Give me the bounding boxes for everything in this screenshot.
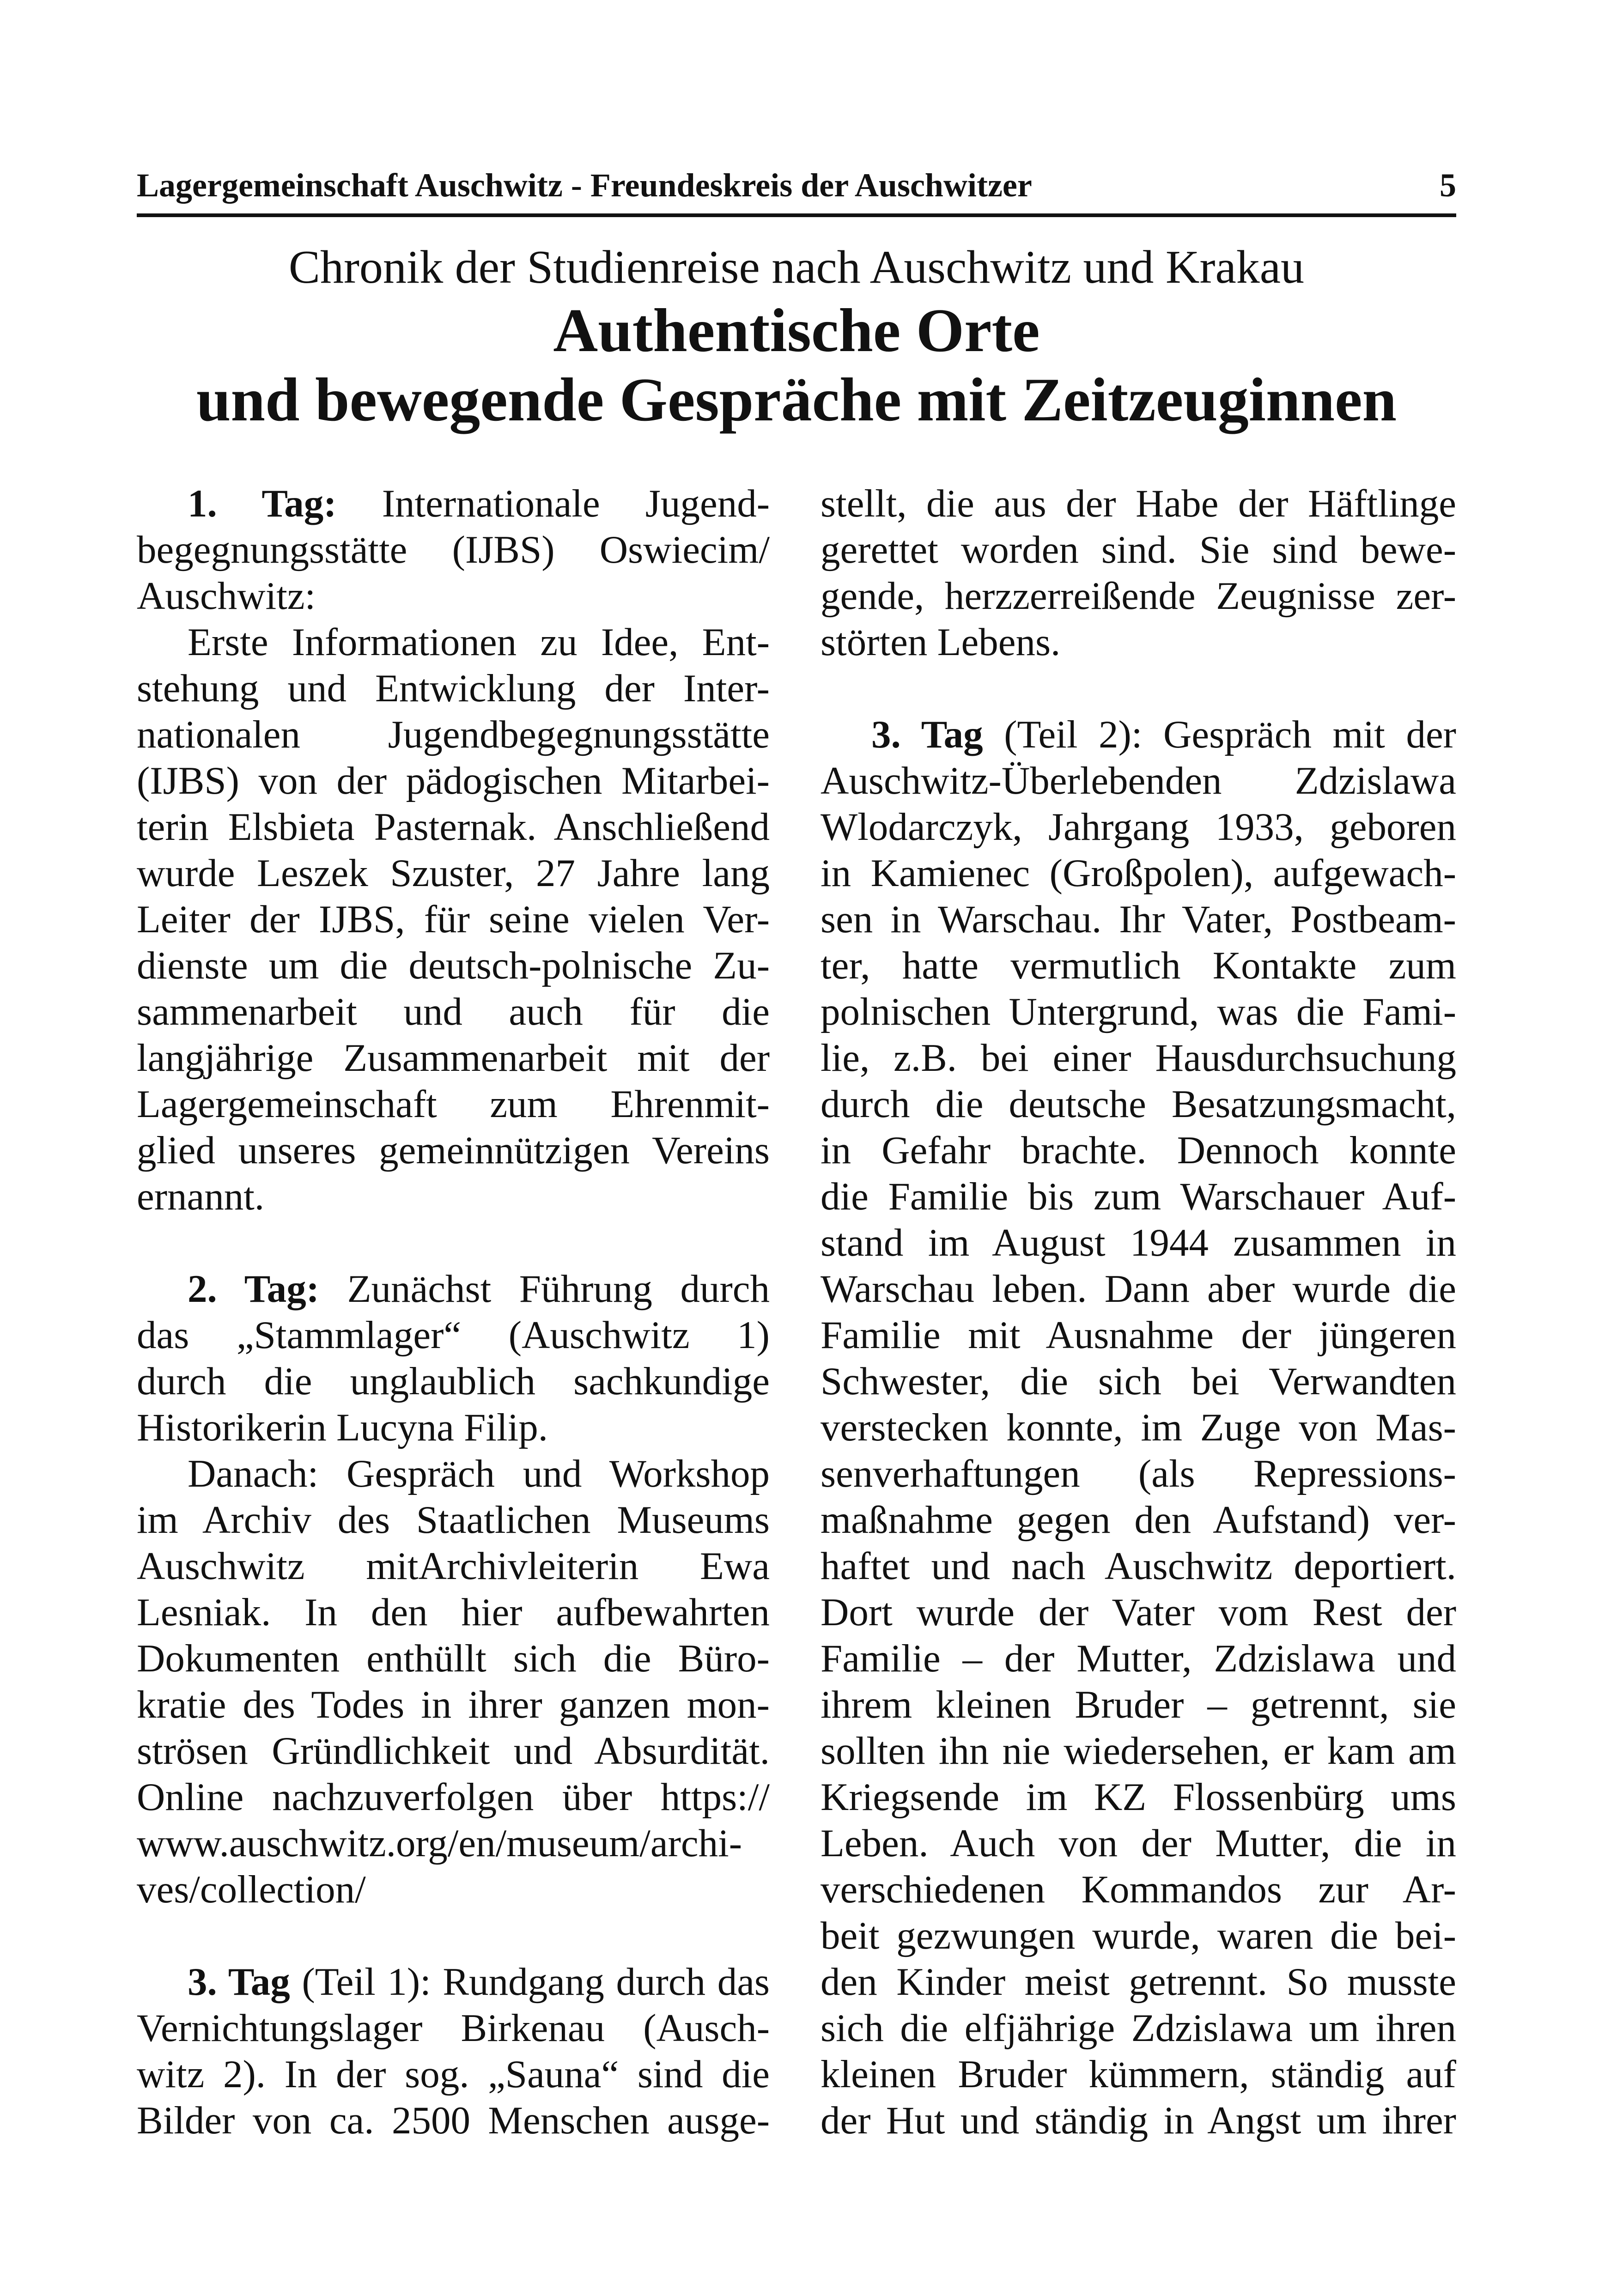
paragraph-gap bbox=[821, 665, 1456, 711]
body-line: 2. Tag: Zunächst Führung durch bbox=[188, 1267, 770, 1311]
article-kicker: Chronik der Studienreise nach Auschwitz und Krakau bbox=[288, 241, 1305, 293]
body-line: senverhaftungen (als Repressions- bbox=[821, 1452, 1456, 1495]
body-line: glied unseres gemeinnützigen Vereins bbox=[137, 1129, 770, 1172]
publication-title: Lagergemeinschaft Auschwitz - Freundeskreis der Auschwitzer bbox=[137, 167, 1032, 204]
body-line: nationalen Jugendbegegnungsstätte bbox=[137, 713, 770, 756]
body-line: im Archiv des Staatlichen Museums bbox=[137, 1498, 770, 1542]
body-line: sen in Warschau. Ihr Vater, Postbeam- bbox=[821, 898, 1456, 941]
page-number: 5 bbox=[1440, 167, 1456, 204]
body-line: Online nachzuverfolgen über https:// bbox=[137, 1775, 770, 1819]
body-line: begegnungsstätte (IJBS) Oswiecim/ bbox=[137, 528, 770, 571]
body-line: kratie des Todes in ihrer ganzen mon- bbox=[137, 1683, 770, 1726]
day-label: 1. Tag: bbox=[188, 482, 337, 525]
body-line: 3. Tag (Teil 1): Rundgang durch das bbox=[188, 1960, 770, 2004]
body-line: ernannt. bbox=[137, 1175, 265, 1218]
headline-line: Authentische Orte bbox=[553, 296, 1040, 364]
body-line: in Gefahr brachte. Dennoch konnte bbox=[821, 1129, 1456, 1172]
body-line: sich die elfjährige Zdzislawa um ihren bbox=[821, 2006, 1456, 2050]
body-line: 1. Tag: Internationale Jugend- bbox=[188, 482, 770, 525]
body-line: gende, herzzerreißende Zeugnisse zer- bbox=[821, 574, 1456, 618]
body-line: Dort wurde der Vater vom Rest der bbox=[821, 1591, 1456, 1634]
body-line: polnischen Untergrund, was die Fami- bbox=[821, 990, 1456, 1033]
body-line: Warschau leben. Dann aber wurde die bbox=[821, 1267, 1456, 1311]
headline-line: und bewegende Gespräche mit Zeitzeuginnen bbox=[196, 365, 1397, 434]
body-line: der Hut und ständig in Angst um ihrer bbox=[821, 2099, 1456, 2142]
paragraph-gap bbox=[137, 1220, 770, 1266]
body-line: terin Elsbieta Pasternak. Anschließend bbox=[137, 805, 770, 849]
body-line: Leiter der IJBS, für seine vielen Ver- bbox=[137, 898, 770, 941]
body-line: ves/collection/ bbox=[137, 1868, 366, 1911]
body-line: Auschwitz: bbox=[137, 574, 316, 618]
body-line: stehung und Entwicklung der Inter- bbox=[137, 667, 770, 710]
body-line: haftet und nach Auschwitz deportiert. bbox=[821, 1544, 1456, 1588]
right-column bbox=[821, 480, 1456, 2144]
body-line: Schwester, die sich bei Verwandten bbox=[821, 1360, 1456, 1403]
body-line: beit gezwungen wurde, waren die bei- bbox=[821, 1914, 1456, 1957]
body-line: Dokumenten enthüllt sich die Büro- bbox=[137, 1637, 770, 1680]
article-headline bbox=[137, 296, 1456, 434]
body-line: stellt, die aus der Habe der Häftlinge bbox=[821, 482, 1456, 525]
body-line: kleinen Bruder kümmern, ständig auf bbox=[821, 2053, 1456, 2096]
body-line: Leben. Auch von der Mutter, die in bbox=[821, 1822, 1456, 1865]
body-line: Auschwitz-Überlebenden Zdzislawa bbox=[821, 759, 1456, 802]
body-line: Kriegsende im KZ Flossenbürg ums bbox=[821, 1775, 1456, 1819]
body-line: Familie mit Ausnahme der jüngeren bbox=[821, 1313, 1456, 1357]
body-line: Lagergemeinschaft zum Ehrenmit- bbox=[137, 1082, 770, 1126]
body-line: (IJBS) von der pädogischen Mitarbei- bbox=[137, 759, 770, 802]
body-line: Danach: Gespräch und Workshop bbox=[188, 1452, 770, 1495]
running-head bbox=[137, 163, 1456, 217]
body-line: witz 2). In der sog. „Sauna“ sind die bbox=[137, 2053, 770, 2096]
body-line: Bilder von ca. 2500 Menschen ausge- bbox=[137, 2099, 770, 2142]
body-line: den Kinder meist getrennt. So musste bbox=[821, 1960, 1456, 2004]
body-line: langjährige Zusammenarbeit mit der bbox=[137, 1036, 770, 1080]
body-line: gerettet worden sind. Sie sind bewe- bbox=[821, 528, 1456, 571]
body-line: Vernichtungslager Birkenau (Ausch- bbox=[137, 2006, 770, 2050]
body-line: www.auschwitz.org/en/museum/archi- bbox=[137, 1822, 742, 1865]
body-line: 3. Tag (Teil 2): Gespräch mit der bbox=[871, 713, 1456, 756]
body-line: sammenarbeit und auch für die bbox=[137, 990, 770, 1033]
body-line: ter, hatte vermutlich Kontakte zum bbox=[821, 944, 1456, 987]
body-line: das „Stammlager“ (Auschwitz 1) bbox=[137, 1313, 770, 1357]
left-column bbox=[137, 480, 770, 2144]
body-line: strösen Gründlichkeit und Absurdität. bbox=[137, 1729, 770, 1773]
body-line: verstecken konnte, im Zuge von Mas- bbox=[821, 1406, 1456, 1449]
body-line: dienste um die deutsch-polnische Zu- bbox=[137, 944, 770, 987]
body-line: Lesniak. In den hier aufbewahrten bbox=[137, 1591, 770, 1634]
body-line: durch die deutsche Besatzungsmacht, bbox=[821, 1082, 1456, 1126]
body-line: durch die unglaublich sachkundige bbox=[137, 1360, 770, 1403]
body-line: die Familie bis zum Warschauer Auf- bbox=[821, 1175, 1456, 1218]
body-line: stand im August 1944 zusammen in bbox=[821, 1221, 1456, 1264]
day-label: 2. Tag: bbox=[188, 1267, 320, 1311]
body-line: Erste Informationen zu Idee, Ent- bbox=[188, 620, 770, 664]
body-line: lie, z.B. bei einer Hausdurchsuchung bbox=[821, 1036, 1456, 1080]
body-line: verschiedenen Kommandos zur Ar- bbox=[821, 1868, 1456, 1911]
body-line: sollten ihn nie wiedersehen, er kam am bbox=[821, 1729, 1456, 1773]
body-line: Familie – der Mutter, Zdzislawa und bbox=[821, 1637, 1456, 1680]
body-line: Wlodarczyk, Jahrgang 1933, geboren bbox=[821, 805, 1456, 849]
body-line: störten Lebens. bbox=[821, 620, 1061, 664]
body-line: wurde Leszek Szuster, 27 Jahre lang bbox=[137, 851, 770, 895]
day-label: 3. Tag bbox=[871, 713, 983, 756]
body-line: Historikerin Lucyna Filip. bbox=[137, 1406, 548, 1449]
body-line: in Kamienec (Großpolen), aufgewach- bbox=[821, 851, 1456, 895]
paragraph-gap bbox=[137, 1913, 770, 1959]
day-label: 3. Tag bbox=[188, 1960, 290, 2004]
body-line: Auschwitz mitArchivleiterin Ewa bbox=[137, 1544, 770, 1588]
body-line: ihrem kleinen Bruder – getrennt, sie bbox=[821, 1683, 1456, 1726]
body-line: maßnahme gegen den Aufstand) ver- bbox=[821, 1498, 1456, 1542]
